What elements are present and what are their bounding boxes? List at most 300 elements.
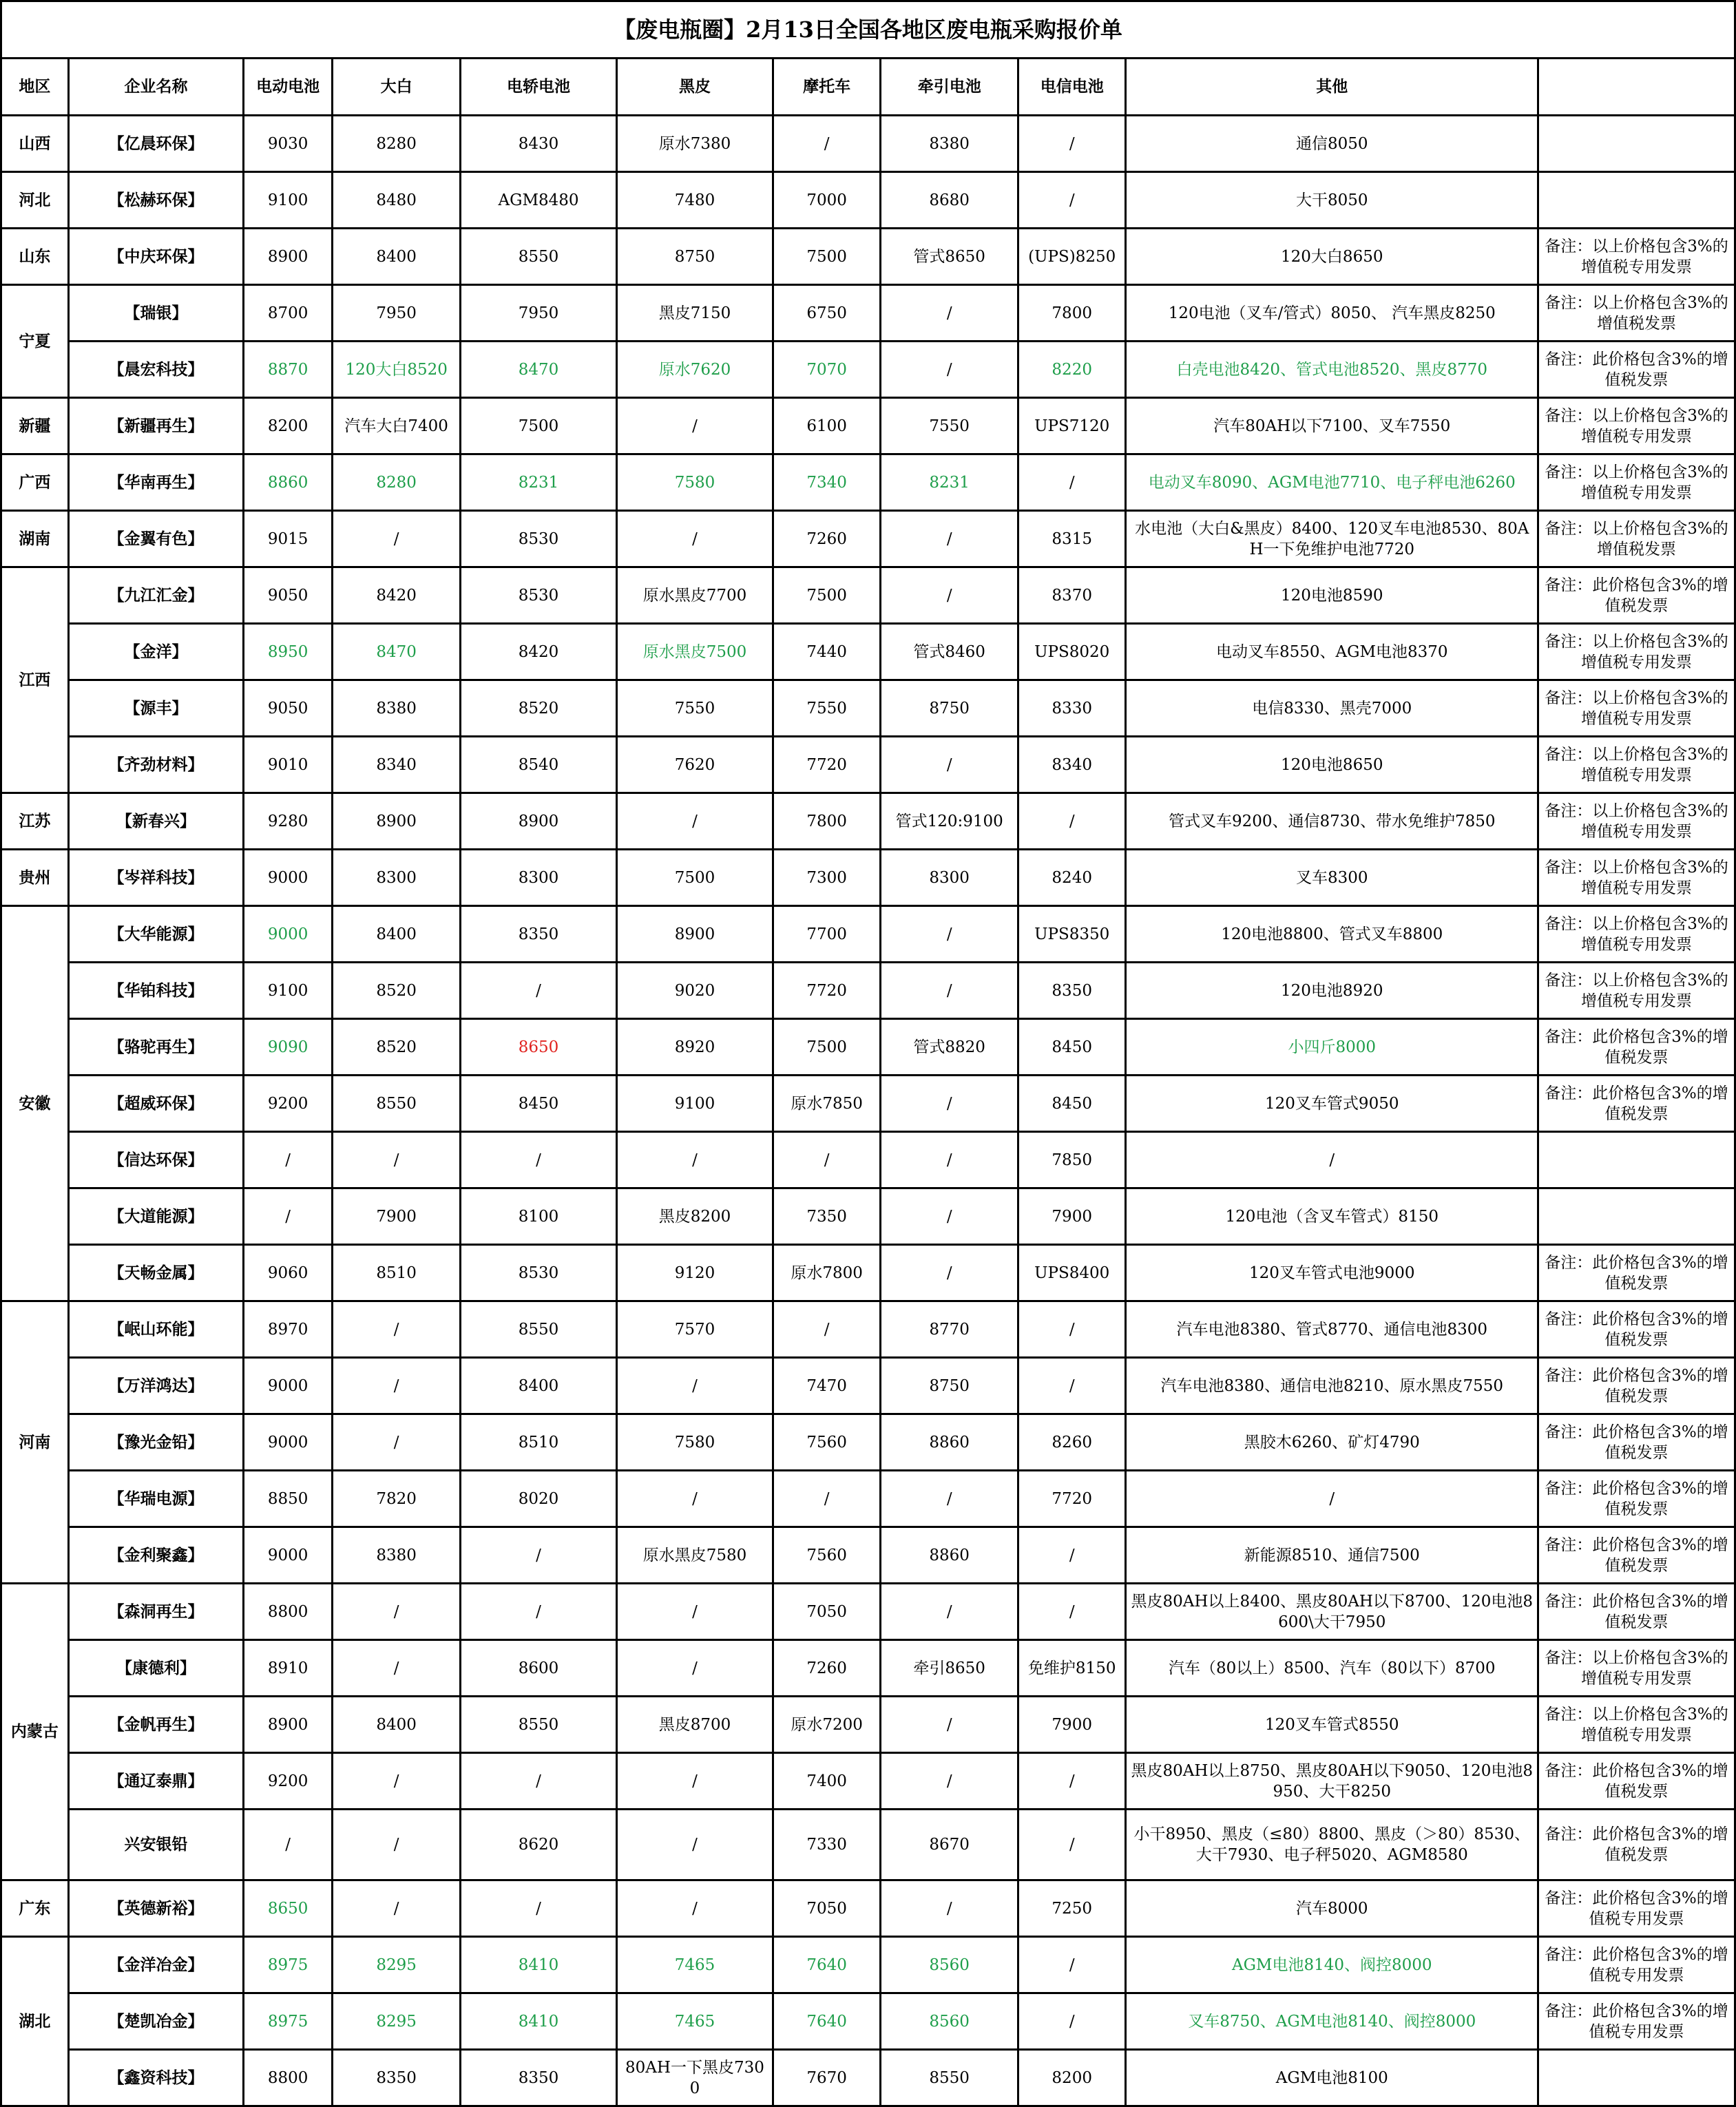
- motorcycle-cell: 7720: [773, 963, 881, 1019]
- table-row: [1, 1301, 1735, 1358]
- table-row: [1, 1245, 1735, 1301]
- heipi-cell: /: [617, 1640, 773, 1697]
- note-cell: 备注：以上价格包含3%的增值税专用发票: [1538, 963, 1735, 1019]
- dabai-cell: 8280: [333, 116, 461, 172]
- car-battery-cell: 8540: [461, 737, 617, 793]
- car-battery-cell: /: [461, 1753, 617, 1810]
- company-cell: 【万洋鸿达】: [68, 1358, 243, 1414]
- telecom-cell: 7850: [1018, 1132, 1126, 1188]
- telecom-cell: (UPS)8250: [1018, 229, 1126, 285]
- heipi-cell: 7580: [617, 1414, 773, 1471]
- ev-cell: 9050: [244, 680, 333, 737]
- telecom-cell: /: [1018, 1810, 1126, 1880]
- car-battery-cell: /: [461, 963, 617, 1019]
- motorcycle-cell: 7050: [773, 1880, 881, 1937]
- heipi-cell: /: [617, 1358, 773, 1414]
- car-battery-cell: 8650: [461, 1019, 617, 1076]
- dabai-cell: 8300: [333, 850, 461, 906]
- ev-cell: 9060: [244, 1245, 333, 1301]
- telecom-cell: UPS8350: [1018, 906, 1126, 963]
- traction-cell: 8860: [881, 1527, 1018, 1584]
- traction-cell: 8300: [881, 850, 1018, 906]
- note-cell: 备注：以上价格包含3%的增值税专用发票: [1538, 398, 1735, 454]
- heipi-cell: /: [617, 1132, 773, 1188]
- dabai-cell: /: [333, 1880, 461, 1937]
- telecom-cell: /: [1018, 1937, 1126, 1993]
- note-cell: 备注：此价格包含3%的增值税发票: [1538, 1358, 1735, 1414]
- heipi-cell: /: [617, 1471, 773, 1527]
- telecom-cell: 7720: [1018, 1471, 1126, 1527]
- car-battery-cell: /: [461, 1527, 617, 1584]
- car-battery-cell: 8350: [461, 906, 617, 963]
- traction-cell: 8680: [881, 172, 1018, 229]
- header-car-battery: 电轿电池: [461, 59, 617, 116]
- car-battery-cell: 8400: [461, 1358, 617, 1414]
- heipi-cell: 7580: [617, 454, 773, 511]
- motorcycle-cell: /: [773, 1132, 881, 1188]
- ev-cell: 8975: [244, 1993, 333, 2050]
- dabai-cell: 8900: [333, 793, 461, 850]
- dabai-cell: /: [333, 1810, 461, 1880]
- telecom-cell: 8350: [1018, 963, 1126, 1019]
- company-cell: 【大道能源】: [68, 1188, 243, 1245]
- note-cell: 备注：此价格包含3%的增值税发票: [1538, 1414, 1735, 1471]
- car-battery-cell: 8410: [461, 1993, 617, 2050]
- table-row: [1, 1527, 1735, 1584]
- car-battery-cell: /: [461, 1132, 617, 1188]
- motorcycle-cell: 7470: [773, 1358, 881, 1414]
- note-cell: [1538, 1188, 1735, 1245]
- motorcycle-cell: 6100: [773, 398, 881, 454]
- company-cell: 【中庆环保】: [68, 229, 243, 285]
- traction-cell: 7550: [881, 398, 1018, 454]
- motorcycle-cell: 7070: [773, 342, 881, 398]
- heipi-cell: 8750: [617, 229, 773, 285]
- heipi-cell: 原水黑皮7500: [617, 624, 773, 680]
- telecom-cell: 8330: [1018, 680, 1126, 737]
- region-cell: 河北: [1, 172, 69, 229]
- traction-cell: 8560: [881, 1993, 1018, 2050]
- motorcycle-cell: 7500: [773, 229, 881, 285]
- note-cell: 备注：以上价格包含3%的增值税专用发票: [1538, 1640, 1735, 1697]
- telecom-cell: /: [1018, 1527, 1126, 1584]
- table-row: [1, 567, 1735, 624]
- car-battery-cell: 7500: [461, 398, 617, 454]
- car-battery-cell: 8470: [461, 342, 617, 398]
- other-cell: 小干8950、黑皮（≤80）8800、黑皮（＞80）8530、大干7930、电子秤5020、AGM8580: [1126, 1810, 1538, 1880]
- table-row: [1, 342, 1735, 398]
- company-cell: 【岑祥科技】: [68, 850, 243, 906]
- region-cell: 广东: [1, 1880, 69, 1937]
- region-cell: 宁夏: [1, 285, 69, 398]
- table-row: [1, 1076, 1735, 1132]
- note-cell: 备注：此价格包含3%的增值税专用发票: [1538, 1937, 1735, 1993]
- car-battery-cell: 8900: [461, 793, 617, 850]
- region-cell: 山西: [1, 116, 69, 172]
- header-company: 企业名称: [68, 59, 243, 116]
- other-cell: 小四斤8000: [1126, 1019, 1538, 1076]
- telecom-cell: UPS8020: [1018, 624, 1126, 680]
- note-cell: 备注：此价格包含3%的增值税发票: [1538, 1019, 1735, 1076]
- table-row: [1, 1640, 1735, 1697]
- note-cell: [1538, 2050, 1735, 2106]
- ev-cell: /: [244, 1188, 333, 1245]
- telecom-cell: /: [1018, 454, 1126, 511]
- other-cell: 汽车（80以上）8500、汽车（80以下）8700: [1126, 1640, 1538, 1697]
- traction-cell: /: [881, 1245, 1018, 1301]
- header-other: 其他: [1126, 59, 1538, 116]
- traction-cell: /: [881, 1697, 1018, 1753]
- car-battery-cell: /: [461, 1584, 617, 1640]
- traction-cell: 8550: [881, 2050, 1018, 2106]
- table-row: [1, 1584, 1735, 1640]
- table-row: [1, 624, 1735, 680]
- car-battery-cell: 8550: [461, 229, 617, 285]
- company-cell: 【英德新裕】: [68, 1880, 243, 1937]
- telecom-cell: 8370: [1018, 567, 1126, 624]
- company-cell: 【华铂科技】: [68, 963, 243, 1019]
- dabai-cell: /: [333, 511, 461, 567]
- header-traction: 牵引电池: [881, 59, 1018, 116]
- table-row: [1, 680, 1735, 737]
- table-row: [1, 454, 1735, 511]
- ev-cell: 9000: [244, 1358, 333, 1414]
- traction-cell: /: [881, 511, 1018, 567]
- table-row: [1, 2050, 1735, 2106]
- car-battery-cell: 8350: [461, 2050, 617, 2106]
- heipi-cell: /: [617, 1810, 773, 1880]
- dabai-cell: 8400: [333, 229, 461, 285]
- heipi-cell: /: [617, 398, 773, 454]
- table-row: [1, 1810, 1735, 1880]
- note-cell: 备注：以上价格包含3%的增值税发票: [1538, 285, 1735, 342]
- heipi-cell: 80AH一下黑皮7300: [617, 2050, 773, 2106]
- company-cell: 【齐劲材料】: [68, 737, 243, 793]
- traction-cell: 管式8650: [881, 229, 1018, 285]
- car-battery-cell: 8530: [461, 567, 617, 624]
- table-row: [1, 1471, 1735, 1527]
- note-cell: 备注：此价格包含3%的增值税发票: [1538, 1471, 1735, 1527]
- table-row: [1, 1188, 1735, 1245]
- motorcycle-cell: 7300: [773, 850, 881, 906]
- heipi-cell: /: [617, 511, 773, 567]
- dabai-cell: /: [333, 1584, 461, 1640]
- telecom-cell: 7900: [1018, 1697, 1126, 1753]
- note-cell: 备注：此价格包含3%的增值税发票: [1538, 1584, 1735, 1640]
- dabai-cell: 8480: [333, 172, 461, 229]
- ev-cell: /: [244, 1810, 333, 1880]
- other-cell: 叉车8300: [1126, 850, 1538, 906]
- region-cell: 湖北: [1, 1937, 69, 2106]
- car-battery-cell: 8530: [461, 1245, 617, 1301]
- car-battery-cell: 8410: [461, 1937, 617, 1993]
- company-cell: 【新春兴】: [68, 793, 243, 850]
- motorcycle-cell: 7260: [773, 511, 881, 567]
- ev-cell: 8860: [244, 454, 333, 511]
- other-cell: 120大白8650: [1126, 229, 1538, 285]
- ev-cell: 9050: [244, 567, 333, 624]
- table-row: [1, 1358, 1735, 1414]
- note-cell: 备注：以上价格包含3%的增值税专用发票: [1538, 906, 1735, 963]
- ev-cell: 9200: [244, 1076, 333, 1132]
- dabai-cell: 8400: [333, 1697, 461, 1753]
- telecom-cell: /: [1018, 1584, 1126, 1640]
- telecom-cell: UPS8400: [1018, 1245, 1126, 1301]
- ev-cell: 8975: [244, 1937, 333, 1993]
- table-row: [1, 963, 1735, 1019]
- ev-cell: 9100: [244, 963, 333, 1019]
- table-row: [1, 1880, 1735, 1937]
- ev-cell: 8970: [244, 1301, 333, 1358]
- motorcycle-cell: 7050: [773, 1584, 881, 1640]
- heipi-cell: 原水7380: [617, 116, 773, 172]
- ev-cell: 9280: [244, 793, 333, 850]
- other-cell: 电动叉车8090、AGM电池7710、电子秤电池6260: [1126, 454, 1538, 511]
- table-row: [1, 1019, 1735, 1076]
- heipi-cell: 黑皮8700: [617, 1697, 773, 1753]
- telecom-cell: 8315: [1018, 511, 1126, 567]
- motorcycle-cell: 7640: [773, 1993, 881, 2050]
- car-battery-cell: 7950: [461, 285, 617, 342]
- table-row: [1, 1697, 1735, 1753]
- motorcycle-cell: 7720: [773, 737, 881, 793]
- telecom-cell: /: [1018, 1358, 1126, 1414]
- region-cell: 广西: [1, 454, 69, 511]
- other-cell: 电信8330、黑壳7000: [1126, 680, 1538, 737]
- motorcycle-cell: /: [773, 1301, 881, 1358]
- company-cell: 【华瑞电源】: [68, 1471, 243, 1527]
- company-cell: 【鑫资科技】: [68, 2050, 243, 2106]
- company-cell: 【金洋】: [68, 624, 243, 680]
- table-row: [1, 793, 1735, 850]
- heipi-cell: 8920: [617, 1019, 773, 1076]
- note-cell: 备注：以上价格包含3%的增值税发票: [1538, 511, 1735, 567]
- motorcycle-cell: 7330: [773, 1810, 881, 1880]
- dabai-cell: 7900: [333, 1188, 461, 1245]
- ev-cell: 8950: [244, 624, 333, 680]
- traction-cell: 8380: [881, 116, 1018, 172]
- note-cell: 备注：此价格包含3%的增值税发票: [1538, 1527, 1735, 1584]
- note-cell: 备注：此价格包含3%的增值税发票: [1538, 342, 1735, 398]
- company-cell: 【九江汇金】: [68, 567, 243, 624]
- note-cell: 备注：此价格包含3%的增值税发票: [1538, 1245, 1735, 1301]
- table-row: [1, 906, 1735, 963]
- other-cell: 120电池8800、管式叉车8800: [1126, 906, 1538, 963]
- company-cell: 【通辽泰鼎】: [68, 1753, 243, 1810]
- heipi-cell: 9120: [617, 1245, 773, 1301]
- ev-cell: 9015: [244, 511, 333, 567]
- heipi-cell: 7465: [617, 1937, 773, 1993]
- dabai-cell: 8470: [333, 624, 461, 680]
- header-row: [1, 59, 1735, 116]
- note-cell: 备注：以上价格包含3%的增值税专用发票: [1538, 229, 1735, 285]
- table-row: [1, 116, 1735, 172]
- traction-cell: 8750: [881, 1358, 1018, 1414]
- heipi-cell: 黑皮7150: [617, 285, 773, 342]
- note-cell: [1538, 172, 1735, 229]
- region-cell: 内蒙古: [1, 1584, 69, 1880]
- heipi-cell: 原水黑皮7700: [617, 567, 773, 624]
- company-cell: 【源丰】: [68, 680, 243, 737]
- traction-cell: /: [881, 1880, 1018, 1937]
- dabai-cell: 8510: [333, 1245, 461, 1301]
- header-note: [1538, 59, 1735, 116]
- dabai-cell: 8400: [333, 906, 461, 963]
- ev-cell: 9000: [244, 906, 333, 963]
- car-battery-cell: 8100: [461, 1188, 617, 1245]
- telecom-cell: 8200: [1018, 2050, 1126, 2106]
- heipi-cell: /: [617, 1584, 773, 1640]
- traction-cell: /: [881, 342, 1018, 398]
- table-row: [1, 1414, 1735, 1471]
- motorcycle-cell: 7000: [773, 172, 881, 229]
- traction-cell: 8750: [881, 680, 1018, 737]
- traction-cell: 牵引8650: [881, 1640, 1018, 1697]
- note-cell: 备注：此价格包含3%的增值税专用发票: [1538, 1880, 1735, 1937]
- title-row: [1, 1, 1735, 59]
- dabai-cell: 8380: [333, 1527, 461, 1584]
- ev-cell: 9200: [244, 1753, 333, 1810]
- table-row: [1, 1993, 1735, 2050]
- motorcycle-cell: /: [773, 116, 881, 172]
- heipi-cell: 黑皮8200: [617, 1188, 773, 1245]
- sheet-title: 【废电瓶圈】2月13日全国各地区废电瓶采购报价单: [1, 1, 1735, 59]
- telecom-cell: /: [1018, 793, 1126, 850]
- company-cell: 【晨宏科技】: [68, 342, 243, 398]
- dabai-cell: 8340: [333, 737, 461, 793]
- dabai-cell: 8420: [333, 567, 461, 624]
- traction-cell: 8670: [881, 1810, 1018, 1880]
- table-row: [1, 737, 1735, 793]
- motorcycle-cell: 7350: [773, 1188, 881, 1245]
- dabai-cell: /: [333, 1358, 461, 1414]
- car-battery-cell: 8420: [461, 624, 617, 680]
- telecom-cell: 8450: [1018, 1019, 1126, 1076]
- car-battery-cell: 8550: [461, 1697, 617, 1753]
- motorcycle-cell: 6750: [773, 285, 881, 342]
- other-cell: 黑皮80AH以上8400、黑皮80AH以下8700、120电池8600\大干7950: [1126, 1584, 1538, 1640]
- motorcycle-cell: 7260: [773, 1640, 881, 1697]
- company-cell: 【新疆再生】: [68, 398, 243, 454]
- traction-cell: /: [881, 1753, 1018, 1810]
- traction-cell: /: [881, 963, 1018, 1019]
- ev-cell: 8200: [244, 398, 333, 454]
- dabai-cell: /: [333, 1414, 461, 1471]
- region-cell: 安徽: [1, 906, 69, 1301]
- motorcycle-cell: 7700: [773, 906, 881, 963]
- motorcycle-cell: 7560: [773, 1527, 881, 1584]
- note-cell: [1538, 116, 1735, 172]
- car-battery-cell: 8550: [461, 1301, 617, 1358]
- note-cell: 备注：以上价格包含3%的增值税专用发票: [1538, 624, 1735, 680]
- other-cell: 新能源8510、通信7500: [1126, 1527, 1538, 1584]
- region-cell: 山东: [1, 229, 69, 285]
- region-cell: 江苏: [1, 793, 69, 850]
- traction-cell: 管式8820: [881, 1019, 1018, 1076]
- ev-cell: 8800: [244, 2050, 333, 2106]
- company-cell: 【金翼有色】: [68, 511, 243, 567]
- note-cell: 备注：以上价格包含3%的增值税专用发票: [1538, 793, 1735, 850]
- motorcycle-cell: 原水7850: [773, 1076, 881, 1132]
- other-cell: AGM电池8140、阀控8000: [1126, 1937, 1538, 1993]
- other-cell: 管式叉车9200、通信8730、带水免维护7850: [1126, 793, 1538, 850]
- telecom-cell: UPS7120: [1018, 398, 1126, 454]
- heipi-cell: /: [617, 793, 773, 850]
- telecom-cell: 8260: [1018, 1414, 1126, 1471]
- other-cell: 通信8050: [1126, 116, 1538, 172]
- header-ev-battery: 电动电池: [244, 59, 333, 116]
- telecom-cell: 免维护8150: [1018, 1640, 1126, 1697]
- ev-cell: 8650: [244, 1880, 333, 1937]
- motorcycle-cell: 原水7800: [773, 1245, 881, 1301]
- telecom-cell: 7800: [1018, 285, 1126, 342]
- car-battery-cell: 8450: [461, 1076, 617, 1132]
- other-cell: 黑皮80AH以上8750、黑皮80AH以下9050、120电池8950、大干8250: [1126, 1753, 1538, 1810]
- table-row: [1, 511, 1735, 567]
- note-cell: [1538, 1132, 1735, 1188]
- dabai-cell: 7820: [333, 1471, 461, 1527]
- heipi-cell: 原水黑皮7580: [617, 1527, 773, 1584]
- ev-cell: 9000: [244, 850, 333, 906]
- other-cell: 120电池8590: [1126, 567, 1538, 624]
- note-cell: 备注：此价格包含3%的增值税发票: [1538, 1301, 1735, 1358]
- note-cell: 备注：此价格包含3%的增值税专用发票: [1538, 1993, 1735, 2050]
- other-cell: /: [1126, 1132, 1538, 1188]
- company-cell: 【楚凯冶金】: [68, 1993, 243, 2050]
- heipi-cell: 7480: [617, 172, 773, 229]
- telecom-cell: /: [1018, 116, 1126, 172]
- car-battery-cell: 8430: [461, 116, 617, 172]
- dabai-cell: /: [333, 1753, 461, 1810]
- other-cell: 120叉车管式9050: [1126, 1076, 1538, 1132]
- traction-cell: 8231: [881, 454, 1018, 511]
- region-cell: 江西: [1, 567, 69, 793]
- table-row: [1, 1937, 1735, 1993]
- other-cell: 汽车80AH以下7100、叉车7550: [1126, 398, 1538, 454]
- car-battery-cell: 8020: [461, 1471, 617, 1527]
- motorcycle-cell: 7550: [773, 680, 881, 737]
- ev-cell: 8900: [244, 229, 333, 285]
- motorcycle-cell: 7500: [773, 1019, 881, 1076]
- traction-cell: 8860: [881, 1414, 1018, 1471]
- note-cell: 备注：以上价格包含3%的增值税专用发票: [1538, 737, 1735, 793]
- dabai-cell: /: [333, 1132, 461, 1188]
- table-row: [1, 172, 1735, 229]
- dabai-cell: 8350: [333, 2050, 461, 2106]
- dabai-cell: 8550: [333, 1076, 461, 1132]
- traction-cell: /: [881, 737, 1018, 793]
- motorcycle-cell: 原水7200: [773, 1697, 881, 1753]
- company-cell: 【金利聚鑫】: [68, 1527, 243, 1584]
- other-cell: 汽车电池8380、通信电池8210、原水黑皮7550: [1126, 1358, 1538, 1414]
- traction-cell: /: [881, 1188, 1018, 1245]
- other-cell: 黑胶木6260、矿灯4790: [1126, 1414, 1538, 1471]
- other-cell: 水电池（大白&黑皮）8400、120叉车电池8530、80AH一下免维护电池7720: [1126, 511, 1538, 567]
- other-cell: 白壳电池8420、管式电池8520、黑皮8770: [1126, 342, 1538, 398]
- motorcycle-cell: 7440: [773, 624, 881, 680]
- dabai-cell: 汽车大白7400: [333, 398, 461, 454]
- heipi-cell: 7570: [617, 1301, 773, 1358]
- telecom-cell: 8220: [1018, 342, 1126, 398]
- company-cell: 【大华能源】: [68, 906, 243, 963]
- company-cell: 【森洞再生】: [68, 1584, 243, 1640]
- other-cell: 120电池8920: [1126, 963, 1538, 1019]
- telecom-cell: 8450: [1018, 1076, 1126, 1132]
- dabai-cell: 7950: [333, 285, 461, 342]
- other-cell: 120叉车管式电池9000: [1126, 1245, 1538, 1301]
- region-cell: 河南: [1, 1301, 69, 1584]
- note-cell: 备注：此价格包含3%的增值税发票: [1538, 1753, 1735, 1810]
